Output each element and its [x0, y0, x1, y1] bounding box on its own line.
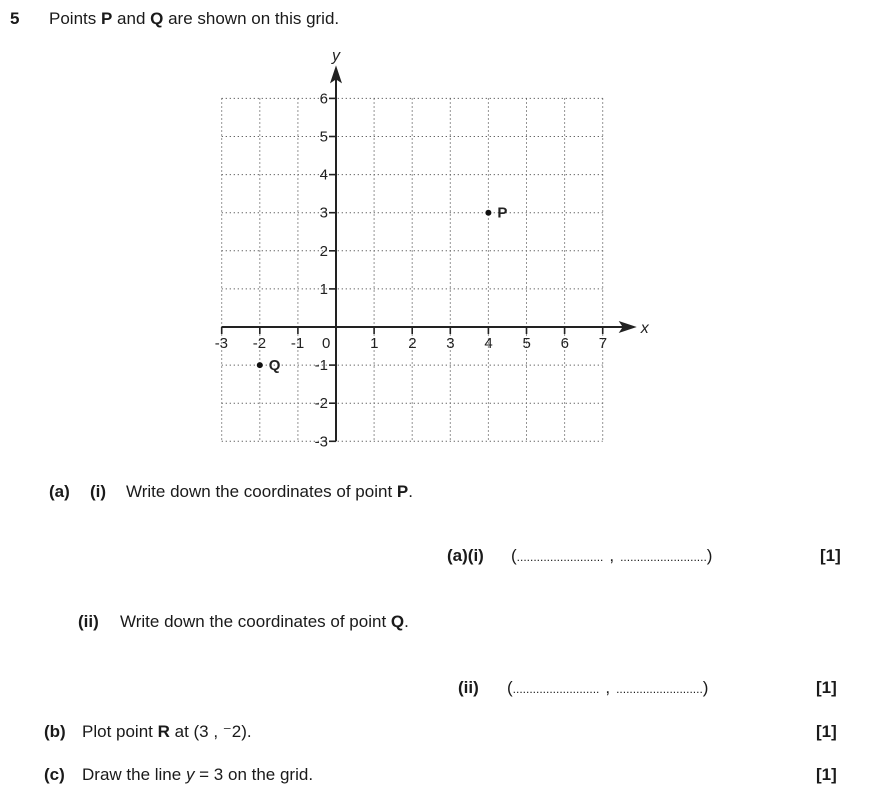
- part-b-label: (b): [44, 722, 66, 741]
- open-paren: (: [511, 546, 517, 565]
- y-tick-label: 3: [319, 204, 328, 222]
- marks-c: [1]: [816, 765, 837, 784]
- comma: ,: [605, 678, 611, 697]
- point-q-ref: Q: [150, 9, 164, 28]
- point-q-ref: Q: [390, 612, 405, 631]
- y-tick-label: 5: [319, 128, 328, 146]
- part-c-label: (c): [44, 765, 65, 784]
- marks-a-ii: [1]: [816, 678, 837, 697]
- variable-y: y: [185, 765, 195, 784]
- comma: ,: [609, 546, 615, 565]
- x-tick-label: 0: [322, 335, 331, 352]
- marks-b: [1]: [816, 722, 837, 741]
- answer-y-field[interactable]: ..........................: [620, 550, 707, 564]
- point-q-label: Q: [268, 357, 281, 375]
- question-text: at (3 , ⁻2).: [169, 722, 252, 741]
- y-tick-label: -1: [314, 357, 328, 375]
- y-axis-label: y: [332, 47, 340, 65]
- x-tick-label: -3: [214, 335, 229, 352]
- y-tick-label: 6: [319, 90, 328, 108]
- question-text: Write down the coordinates of point: [126, 482, 397, 501]
- x-tick-label: 2: [408, 335, 417, 352]
- point-p-ref: P: [100, 9, 113, 28]
- part-b-question: [82, 722, 252, 742]
- intro-text: Points: [49, 9, 101, 28]
- x-tick-label: 5: [522, 335, 531, 352]
- open-paren: (: [507, 678, 513, 697]
- x-tick-label: 6: [560, 335, 569, 352]
- question-text: .: [408, 482, 413, 501]
- part-a-i-label: (i): [90, 482, 107, 501]
- question-text: = 3 on the grid.: [194, 765, 314, 784]
- y-tick-label: -3: [314, 433, 328, 451]
- question-text: Write down the coordinates of point: [120, 612, 391, 631]
- point-r-ref: R: [157, 722, 170, 741]
- question-number: 5: [10, 9, 20, 28]
- answer-a-i-line[interactable]: [511, 546, 712, 566]
- intro-text: and: [112, 9, 151, 28]
- x-axis-label: x: [640, 320, 649, 337]
- x-tick-label: 7: [598, 335, 608, 352]
- x-tick-label: 3: [446, 335, 455, 352]
- x-tick-label: -2: [252, 335, 267, 352]
- y-tick-label: 4: [319, 166, 328, 184]
- marks-a-i: [1]: [820, 546, 841, 565]
- y-tick-label: 1: [319, 280, 328, 298]
- part-a-label: (a): [49, 482, 70, 501]
- y-tick-label: 2: [319, 242, 328, 260]
- answer-a-ii-label: (ii): [458, 678, 479, 697]
- answer-y-field[interactable]: ..........................: [616, 682, 703, 696]
- part-a-ii-question: [120, 612, 409, 632]
- x-tick-label: -1: [290, 335, 305, 352]
- question-text: Draw the line: [82, 765, 186, 784]
- y-tick-label: -2: [314, 395, 328, 413]
- answer-a-ii-line[interactable]: [507, 678, 708, 698]
- intro-text: are shown on this grid.: [163, 9, 340, 28]
- question-text: .: [404, 612, 409, 631]
- answer-a-i-label: (a)(i): [447, 546, 484, 565]
- point-q-dot-icon: [257, 362, 263, 368]
- point-p-label: P: [497, 204, 508, 222]
- point-p-ref: P: [396, 482, 409, 501]
- answer-x-field[interactable]: ..........................: [516, 550, 604, 564]
- close-paren: ): [706, 546, 713, 565]
- part-a-i-question: [126, 482, 413, 502]
- point-p-dot-icon: [485, 210, 491, 216]
- close-paren: ): [702, 678, 709, 697]
- part-a-ii-label: (ii): [78, 612, 99, 631]
- x-tick-label: 1: [370, 335, 379, 352]
- answer-x-field[interactable]: ..........................: [512, 682, 600, 696]
- x-tick-label: 4: [484, 335, 493, 352]
- part-c-question: [82, 765, 313, 785]
- question-text: Plot point: [82, 722, 158, 741]
